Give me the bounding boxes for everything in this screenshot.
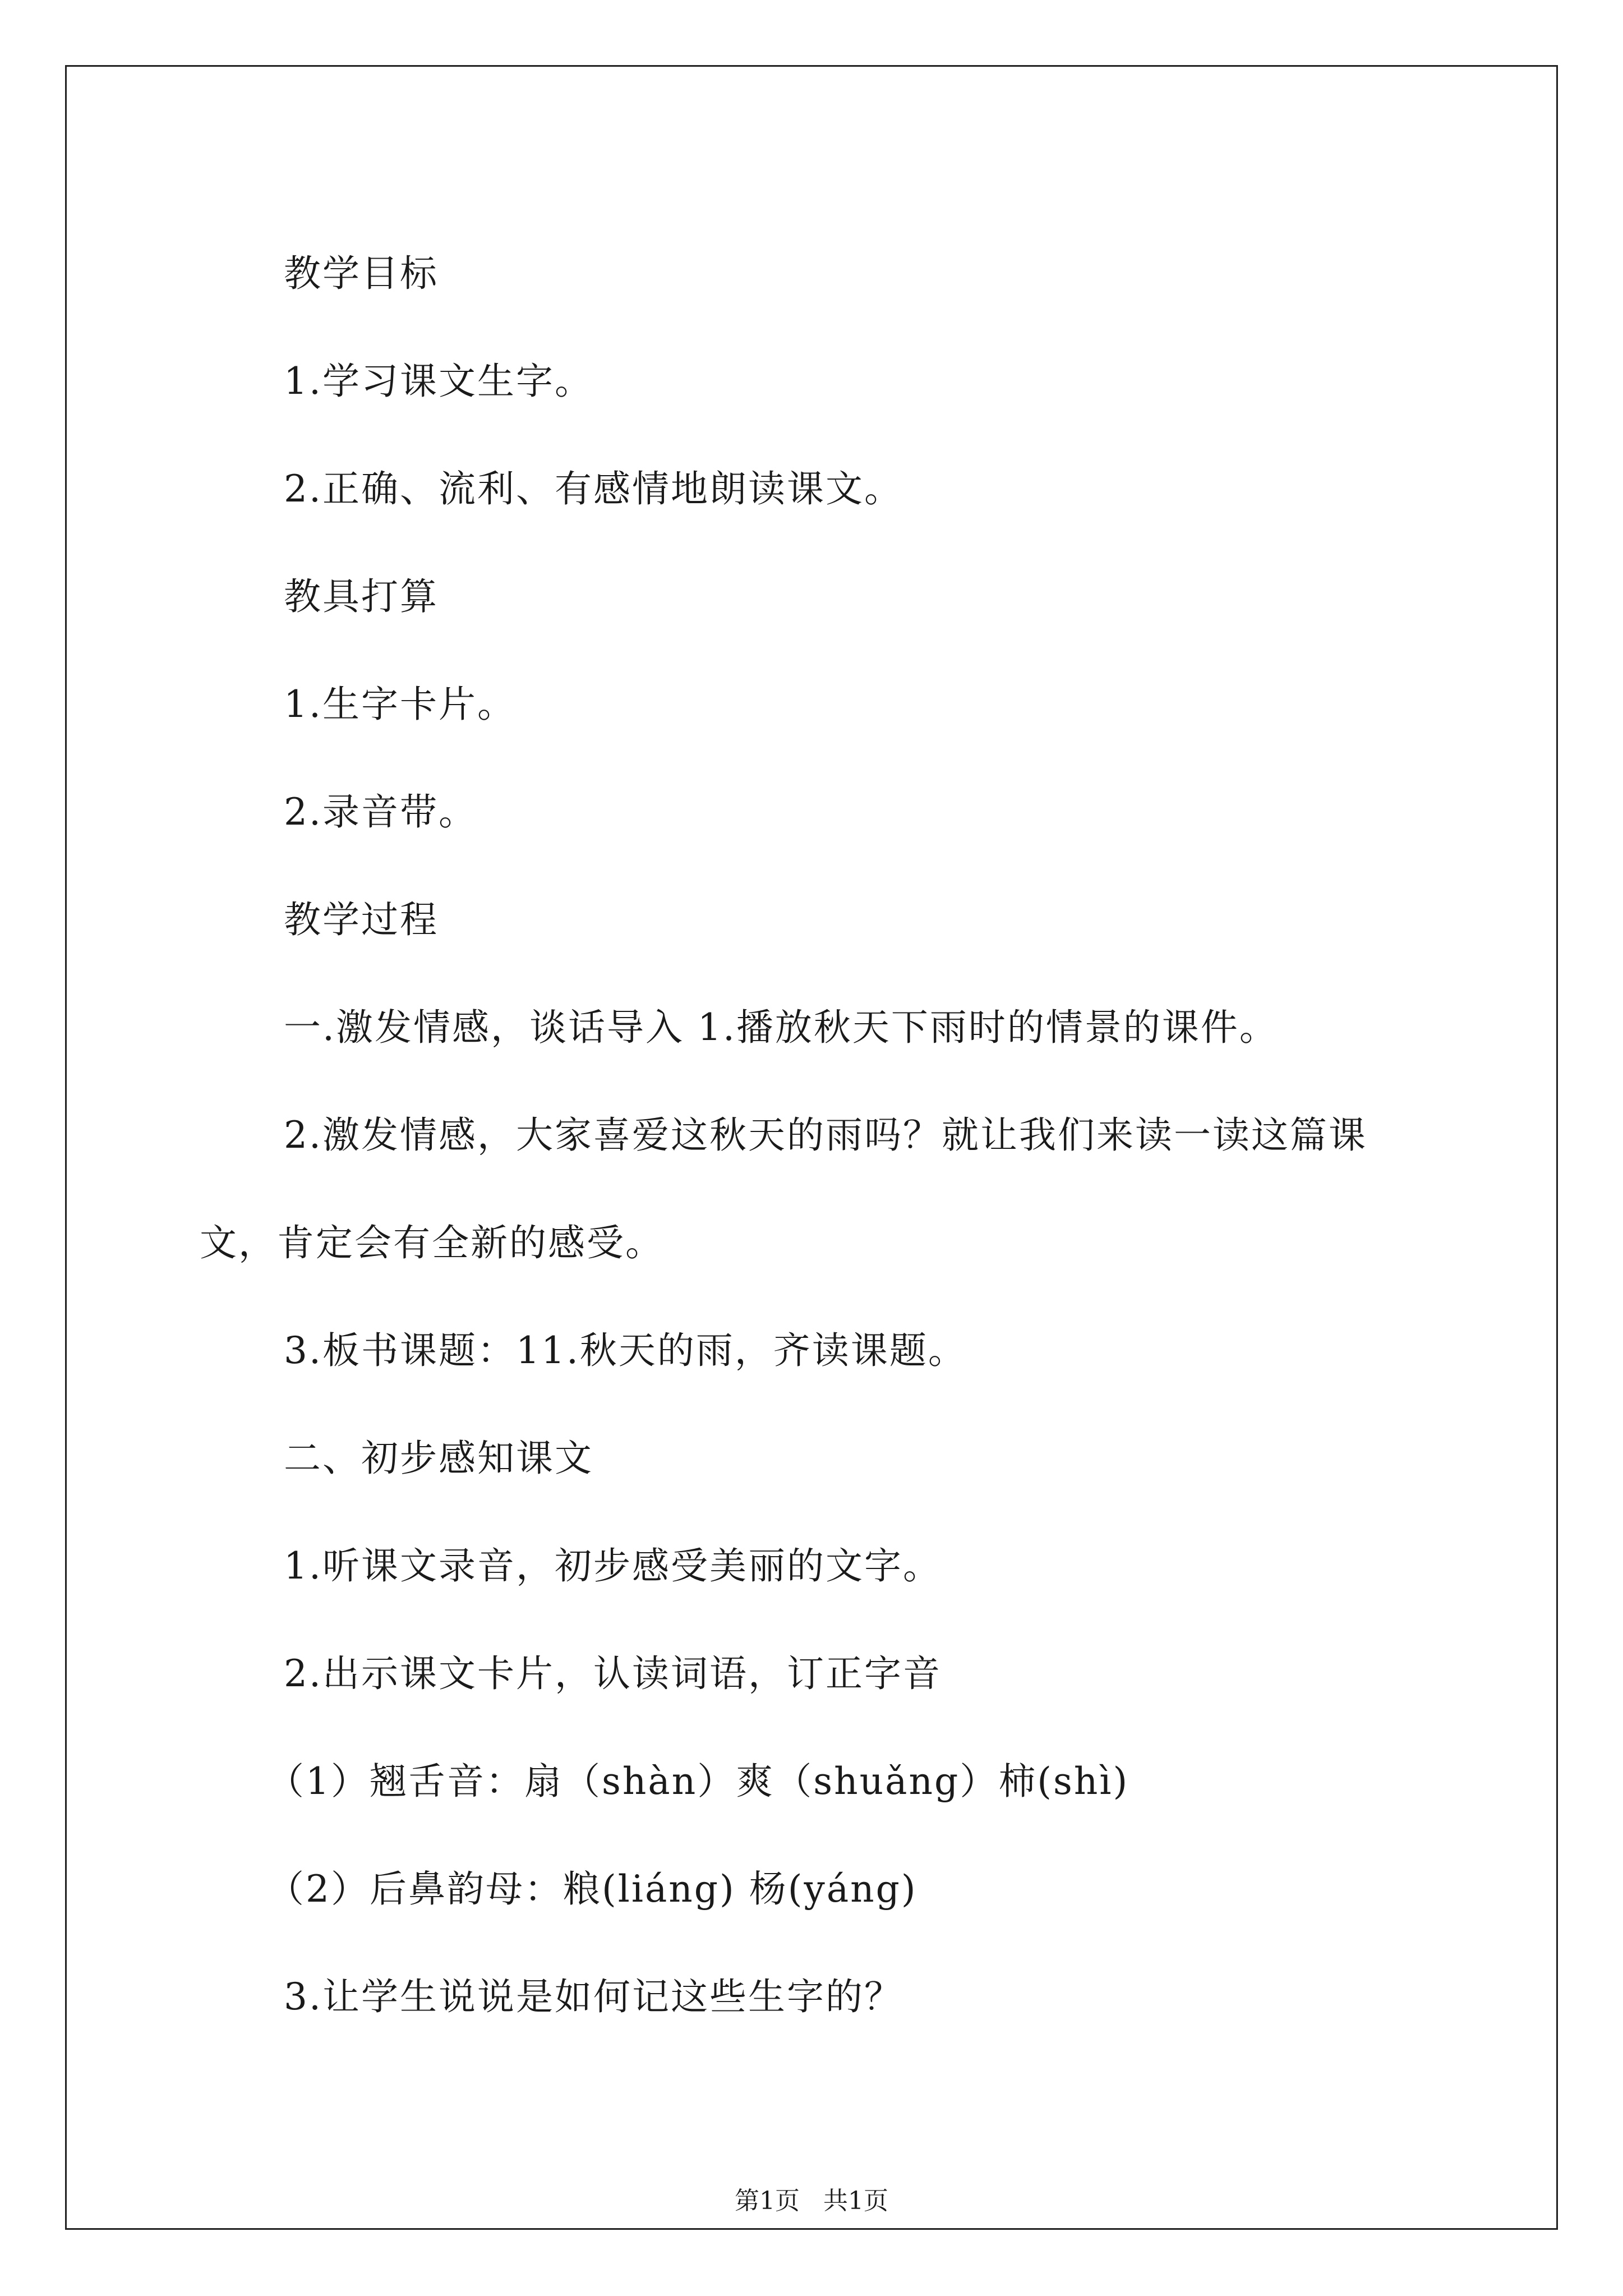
page-footer: 第1页 共1页	[735, 2187, 888, 2215]
paragraph: 1.生字卡片。	[284, 683, 516, 726]
pinyin-item: （1）翘舌音：扇（shàn）爽（shuǎng）柿(shì)	[267, 1760, 1129, 1803]
paragraph: 1.学习课文生字。	[284, 360, 593, 403]
paragraph: 一.激发情感，谈话导入 1.播放秋天下雨时的情景的课件。	[284, 1006, 1278, 1049]
paragraph-continuation: 文，肯定会有全新的感受。	[200, 1221, 664, 1264]
paragraph: 3.板书课题：11.秋天的雨，齐读课题。	[284, 1329, 967, 1372]
heading-teaching-process: 教学过程	[284, 898, 439, 941]
paragraph: 2.录音带。	[284, 790, 477, 834]
paragraph: 2.正确、流利、有感情地朗读课文。	[284, 467, 903, 510]
paragraph: 3.让学生说说是如何记这些生字的？	[284, 1975, 903, 2018]
paragraph: 2.激发情感，大家喜爱这秋天的雨吗？就让我们来读一读这篇课	[284, 1114, 1367, 1157]
heading-teaching-goals: 教学目标	[284, 252, 439, 295]
heading-teaching-aids: 教具打算	[284, 575, 439, 618]
pinyin-item: （2）后鼻韵母：粮(liáng) 杨(yáng)	[267, 1867, 917, 1911]
heading-initial-perception: 二、初步感知课文	[284, 1437, 593, 1480]
page-frame	[65, 65, 1558, 2230]
paragraph: 2.出示课文卡片，认读词语，订正字音	[284, 1652, 942, 1695]
paragraph: 1.听课文录音，初步感受美丽的文字。	[284, 1544, 942, 1588]
document-body	[67, 67, 1556, 2228]
